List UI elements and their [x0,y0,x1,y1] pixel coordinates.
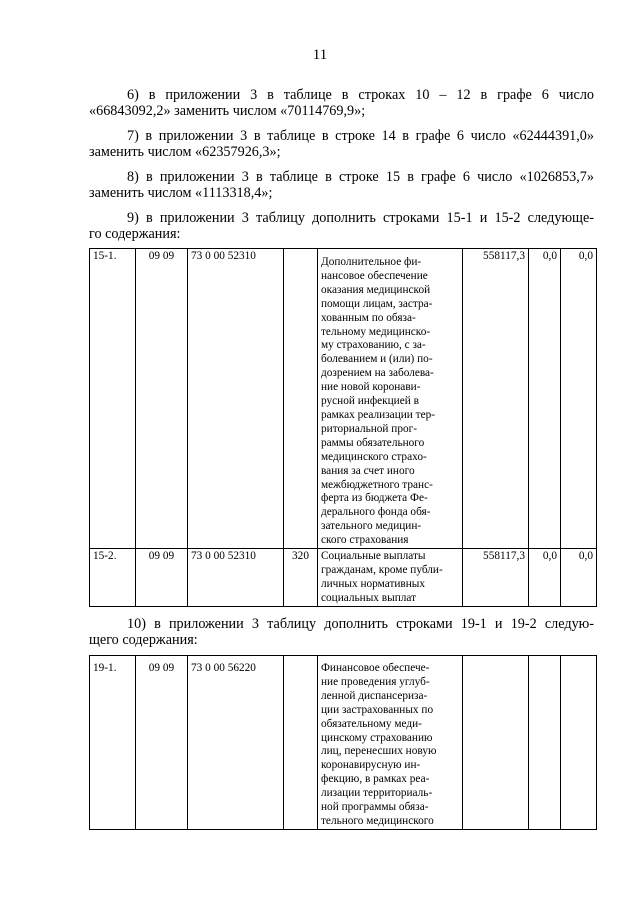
item-7-line-2: заменить числом «62357926,3»; [89,144,281,160]
value-col-6: 558117,3 [463,249,529,549]
description: Финансовое обеспече- ние проведения углуб- ленной диспансеризa- ции застрахованных по обязательному меди- цинскому страхованию лиц, перенесших новую коронавирусную ин- фекцию, в рамках реа- лизации территориаль- ной программы обяза- тельного медицинского [318,656,463,830]
section-code: 09 09 [136,549,188,607]
article-code: 73 0 00 56220 [188,656,284,830]
item-10-paragraph [89,616,594,648]
section-code: 09 09 [136,656,188,830]
expense-kind [284,249,318,549]
article-code: 73 0 00 52310 [188,249,284,549]
expense-kind [284,656,318,830]
row-number: 15-1. [90,249,136,549]
value-col-8: 0,0 [561,549,597,607]
item-8-paragraph [89,169,594,201]
value-col-6 [463,656,529,830]
item-6-line-2: «66843092,2» заменить числом «70114769,9»; [89,103,366,119]
table-row [90,249,597,549]
item-9-paragraph [89,210,594,242]
description: Социальные выплаты гражданам, кроме публи- личных нормативных социальных выплат [318,549,463,607]
item-7-paragraph [89,128,594,160]
table-rows-15 [89,248,597,607]
table-row [90,549,597,607]
page-number: 11 [312,47,328,63]
row-number: 15-2. [90,549,136,607]
section-code: 09 09 [136,249,188,549]
article-code: 73 0 00 52310 [188,549,284,607]
row-number: 19-1. [90,656,136,830]
item-10-line-2: щего содержания: [89,632,198,648]
item-6-paragraph [89,87,594,119]
value-col-8 [561,656,597,830]
table-rows-19 [89,655,597,830]
value-col-7: 0,0 [529,549,561,607]
item-9-line-1: 9) в приложении 3 таблицу дополнить строками 15-1 и 15-2 следующе- [127,210,594,226]
item-6-line-1: 6) в приложении 3 в таблице в строках 10 – 12 в графе 6 число [127,87,594,103]
value-col-7 [529,656,561,830]
description: Дополнительное фи- нансовое обеспечение оказания медицинской помощи лицам, застра- хованным по обяза- тельному медицинско- му страхованию, с за- болеванием и (или) по- дозрением на заболева- ние новой коронави- русной инфекцией в рамках реализации тер- риториальной прог- раммы обязательного медицинского страхо- вания за счет иного межбюджетного транс- ферта из бюджета Фе- дерального фонда обя- зательного медицин- ского страхования [318,249,463,549]
item-8-line-1: 8) в приложении 3 в таблице в строке 15 в графе 6 число «1026853,7» [127,169,594,185]
value-col-8: 0,0 [561,249,597,549]
item-7-line-1: 7) в приложении 3 в таблице в строке 14 в графе 6 число «62444391,0» [127,128,594,144]
item-9-line-2: го содержания: [89,226,181,242]
expense-kind: 320 [284,549,318,607]
item-8-line-2: заменить числом «1113318,4»; [89,185,273,201]
value-col-6: 558117,3 [463,549,529,607]
value-col-7: 0,0 [529,249,561,549]
table-row [90,656,597,830]
item-10-line-1: 10) в приложении 3 таблицу дополнить строками 19-1 и 19-2 следую- [127,616,594,632]
